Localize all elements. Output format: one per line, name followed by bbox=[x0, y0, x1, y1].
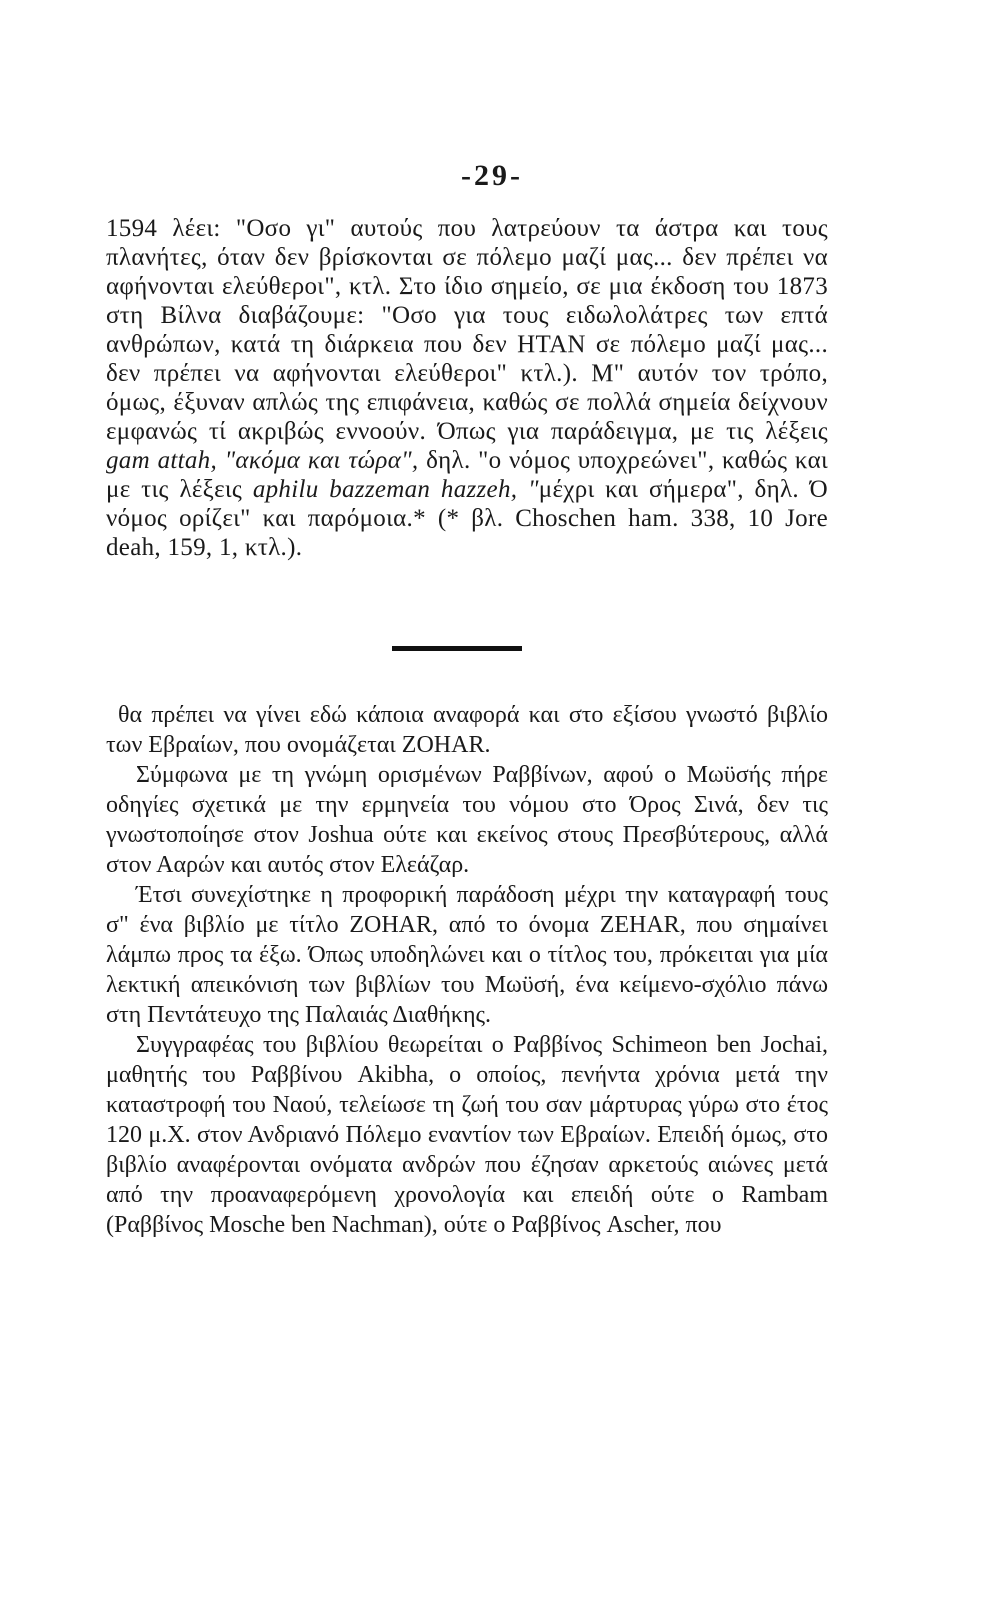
italic-phrase-aphilu: aphilu bazzeman hazzeh, " bbox=[252, 476, 539, 503]
paragraph-author: Συγγραφέας του βιβλίου θεωρείται ο Ραββίνος Schimeon ben Jochai, μαθητής του Ραββίνου Akibha, ο οποίος, πενήντα χρόνια μετά την καταστροφή του Ναού, τελείωσε τη ζωή του σαν μάρτυρας γύρω στο έτος 120 μ.Χ. στον Ανδριανό Πόλεμο εναντίον των Εβραίων. Επειδή όμως, στο βιβλίο αναφέρονται ονόματα ανδρών που έζησαν αρκετούς αιώνες μετά από την προαναφερόμενη χρονολογία και επειδή ούτε ο Rambam (Ραββίνος Mosche ben Nachman), ούτε ο Ραββίνος Ascher, που bbox=[106, 1032, 828, 1238]
text-block-top bbox=[106, 214, 828, 562]
paragraph-rabbis-opinion: Σύμφωνα με τη γνώμη ορισμένων Ραββίνων, αφού ο Μωϋσής πήρε οδηγίες σχετικά με την ερμηνεία του νόμου στο Όρος Σινά, δεν τις γνωστοποίησε στον Joshua ούτε και εκείνος στους Πρεσβύτερους, αλλά στον Ααρών και αυτός στον Ελεάζαρ. bbox=[106, 762, 828, 878]
paragraph-text: δηλ. "ο νόμος υποχρεώνει", καθώς και με τις λέξεις bbox=[106, 447, 828, 503]
paragraph-continued bbox=[106, 214, 828, 562]
paragraph-text: μέχρι και σήμερα", δηλ. Ό νόμος ορίζει" και παρόμοια.* (* βλ. Choschen ham. 338, 10 Jore deah, 159, 1, κτλ.). bbox=[106, 476, 828, 561]
text-block-bottom bbox=[106, 700, 828, 1240]
paragraph-zohar-intro: θα πρέπει να γίνει εδώ κάποια αναφορά και στο εξίσου γνωστό βιβλίο των Εβραίων, που ονομάζεται ZOHAR. bbox=[106, 702, 828, 758]
paragraph-text: 1594 λέει: "Οσο γι" αυτούς που λατρεύουν τα άστρα και τους πλανήτες, όταν δεν βρίσκονται σε πόλεμο μαζί μας... δεν πρέπει να αφήνονται ελεύθεροι", κτλ. Στο ίδιο σημείο, σε μια έκδοση του 1873 στη Βίλνα διαβάζουμε: "Οσο για τους ειδωλολάτρες των επτά ανθρώπων, κατά τη διάρκεια που δεν ΗΤΑΝ σε πόλεμο μαζί μας... δεν πρέπει να αφήνονται ελεύθεροι" κτλ.). Μ" αυτόν τον τρόπο, όμως, έξυναν απλώς της επιφάνεια, καθώς σε πολλά σημεία δείχνουν εμφανώς τί ακριβώς εννοούν. Όπως για παράδειγμα, με τις λέξεις bbox=[106, 215, 828, 445]
section-divider bbox=[392, 646, 522, 651]
page-number: -29- bbox=[461, 159, 523, 192]
italic-phrase-gam-attah: gam attah, "ακόμα και τώρα", bbox=[106, 447, 419, 474]
paragraph-oral-tradition: Έτσι συνεχίστηκε η προφορική παράδοση μέχρι την καταγραφή τους σ" ένα βιβλίο με τίτλο ZOHAR, από το όνομα ZEHAR, που σημαίνει λάμπω προς τα έξω. Όπως υποδηλώνει και ο τίτλος του, πρόκειται για μία λεκτική απεικόνιση των βιβλίων του Μωϋσή, ένα κείμενο-σχόλιο πάνω στη Πεντάτευχο της Παλαιάς Διαθήκης. bbox=[106, 882, 828, 1028]
